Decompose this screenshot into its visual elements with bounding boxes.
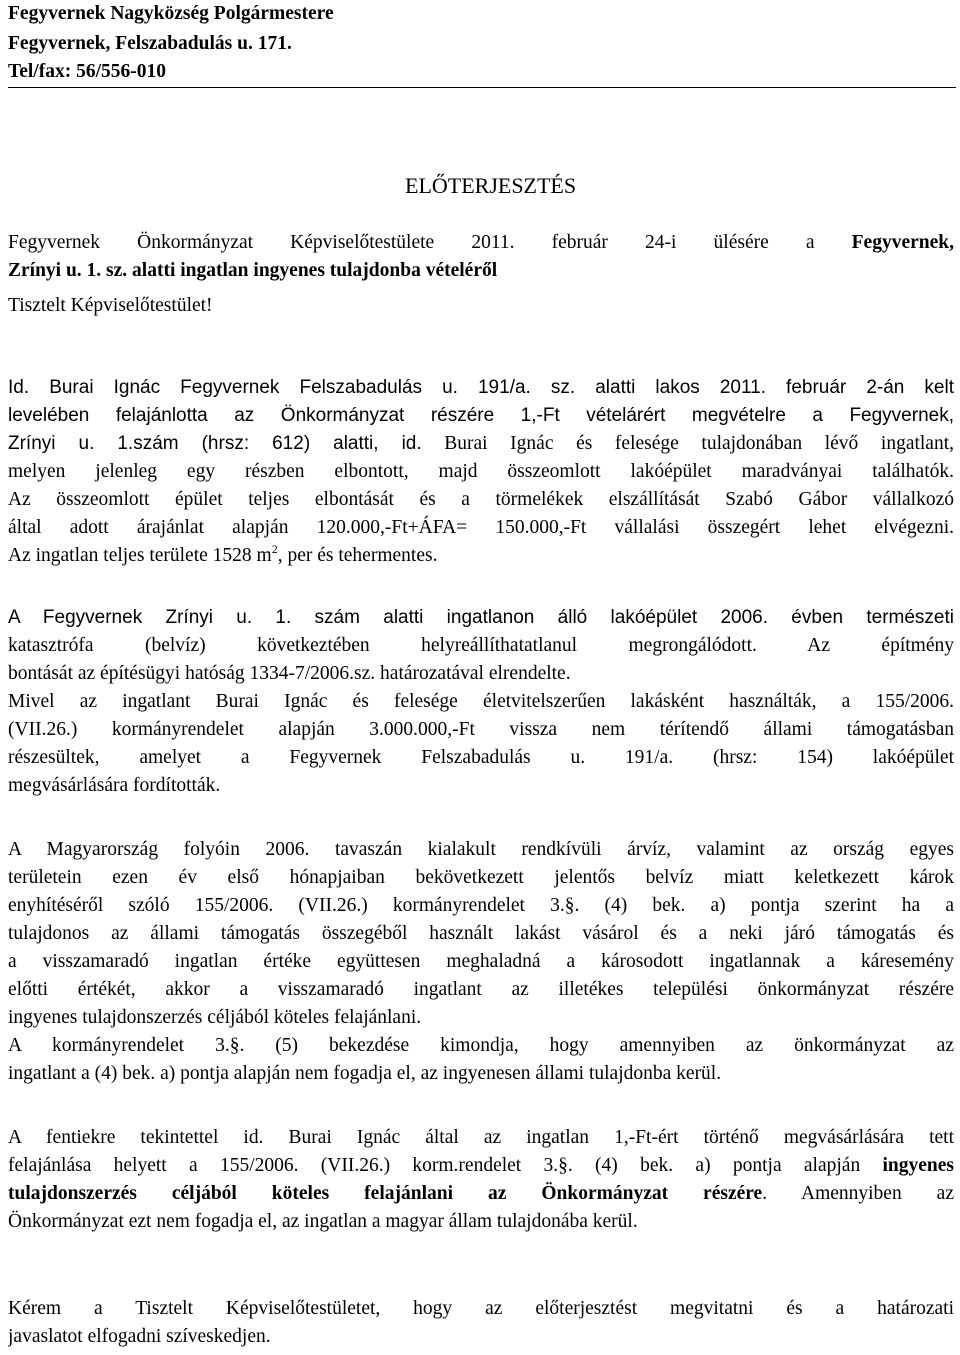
paragraph-line: melyen jelenleg egy részben elbontott, majd összeomlott lakóépület maradványai találhatók. [8,461,954,482]
subject-block [8,229,954,285]
paragraph-line: Önkormányzat ezt nem fogadja el, az ingatlan a magyar állam tulajdonába kerül. [8,1211,638,1232]
paragraph-line: katasztrófa (belvíz) következtében helyreállíthatatlanul megrongálódott. Az építmény [8,635,954,656]
paragraph-line: tulajdonos az állami támogatás összegéből használt lakást vásárol és a neki járó támogatás és [8,923,954,944]
paragraph-line: (VII.26.) kormányrendelet alapján 3.000.000,-Ft vissza nem térítendő állami támogatásban [8,719,954,740]
paragraph-line [8,542,954,570]
paragraph-line: Id. Burai Ignác Fegyvernek Felszabadulás u. 191/a. sz. alatti lakos 2011. február 2-án kelt [8,377,954,398]
paragraph-bold-text: ingyenes [882,1155,954,1176]
paragraph-line: részesültek, amelyet a Fegyvernek Felszabadulás u. 191/a. (hrsz: 154) lakóépület [8,747,954,768]
paragraph-line: A Fegyvernek Zrínyi u. 1. szám alatti ingatlanon álló lakóépület 2006. évben természeti [8,607,954,628]
paragraph-bold-text: tulajdonszerzés céljából köteles felajánlani az Önkormányzat részére [8,1183,763,1204]
paragraph-line: ingyenes tulajdonszerzés céljából köteles felajánlani. [8,1007,422,1028]
paragraph-line: területein ezen év első hónapjaiban bekövetkezett jelentős belvíz miatt keletkezett károk [8,867,954,888]
subject-text: Fegyvernek Önkormányzat Képviselőtestülete 2011. február 24-i ülésére a [8,232,852,253]
paragraph-4 [8,1124,954,1236]
subject-line [8,257,954,285]
paragraph-line: Mivel az ingatlant Burai Ignác és felesége életvitelszerűen lakásként használták, a 155/2006. [8,691,954,712]
subject-bold-text: Zrínyi u. 1. sz. alatti ingatlan ingyenes tulajdonba vételéről [8,260,498,281]
paragraph-line: a visszamaradó ingatlan értéke együttesen meghaladná a károsodott ingatlannak a káresemény [8,951,954,972]
paragraph-line [8,1180,954,1208]
paragraph-1 [8,374,954,570]
paragraph-text: . Amennyiben az [762,1183,954,1204]
paragraph-line: A kormányrendelet 3.§. (5) bekezdése kimondja, hogy amennyiben az önkormányzat az [8,1035,954,1056]
paragraph-line: előtti értékét, akkor a visszamaradó ingatlant az illetékes települési önkormányzat részére [8,979,954,1000]
paragraph-text: , per és tehermentes. [277,545,438,566]
paragraph-line: A Magyarország folyóin 2006. tavaszán kialakult rendkívüli árvíz, valamint az ország egyes [8,839,954,860]
paragraph-line: által adott árajánlat alapján 120.000,-Ft+ÁFA= 150.000,-Ft vállalási összegért lehet elvégezni. [8,517,954,538]
paragraph-text: felajánlása helyett a 155/2006. (VII.26.) korm.rendelet 3.§. (4) bek. a) pontja alapján [8,1155,883,1176]
paragraph-line [8,1152,954,1180]
paragraph-line: javaslatot elfogadni szíveskedjen. [8,1326,271,1347]
salutation-text: Tisztelt Képviselőtestület! [8,295,213,316]
paragraph-line: megvásárlására fordították. [8,775,221,796]
paragraph-line: A fentiekre tekintettel id. Burai Ignác által az ingatlan 1,-Ft-ért történő megvásárlására tett [8,1127,954,1148]
salutation [8,292,954,320]
superscript: 2 [271,542,278,556]
letterhead-divider [8,87,956,88]
paragraph-line: enyhítéséről szóló 155/2006. (VII.26.) kormányrendelet 3.§. (4) bek. a) pontja szerint ha a [8,895,954,916]
paragraph-3 [8,836,954,1088]
paragraph-text: Az ingatlan teljes területe 1528 m [8,545,272,566]
paragraph-line: bontását az építésügyi hatóság 1334-7/2006.sz. határozatával elrendelte. [8,663,571,684]
paragraph-line [8,430,954,458]
subject-line [8,229,954,257]
paragraph-text: Zrínyi u. 1.szám (hrsz: 612) alatti, id. [8,433,422,454]
letterhead-address: Fegyvernek, Felszabadulás u. 171. [8,33,292,54]
paragraph-line: levelében felajánlotta az Önkormányzat részére 1,-Ft vételárért megvételre a Fegyvernek, [8,405,954,426]
paragraph-5 [8,1295,954,1351]
paragraph-line: Kérem a Tisztelt Képviselőtestületet, hogy az előterjesztést megvitatni és a határozati [8,1298,954,1319]
paragraph-line: Az összeomlott épület teljes elbontását és a törmelékek elszállítását Szabó Gábor vállalkozó [8,489,954,510]
letterhead-office: Fegyvernek Nagyközség Polgármestere [8,3,334,24]
subject-bold-text: Fegyvernek, [851,232,954,253]
letterhead-phone: Tel/fax: 56/556-010 [8,61,166,82]
paragraph-line: ingatlant a (4) bek. a) pontja alapján nem fogadja el, az ingyenesen állami tulajdonba kerül. [8,1063,722,1084]
paragraph-2 [8,604,954,800]
paragraph-text: Burai Ignác és felesége tulajdonában lévő ingatlant, [421,433,954,454]
document-title: ELŐTERJESZTÉS [405,173,577,198]
